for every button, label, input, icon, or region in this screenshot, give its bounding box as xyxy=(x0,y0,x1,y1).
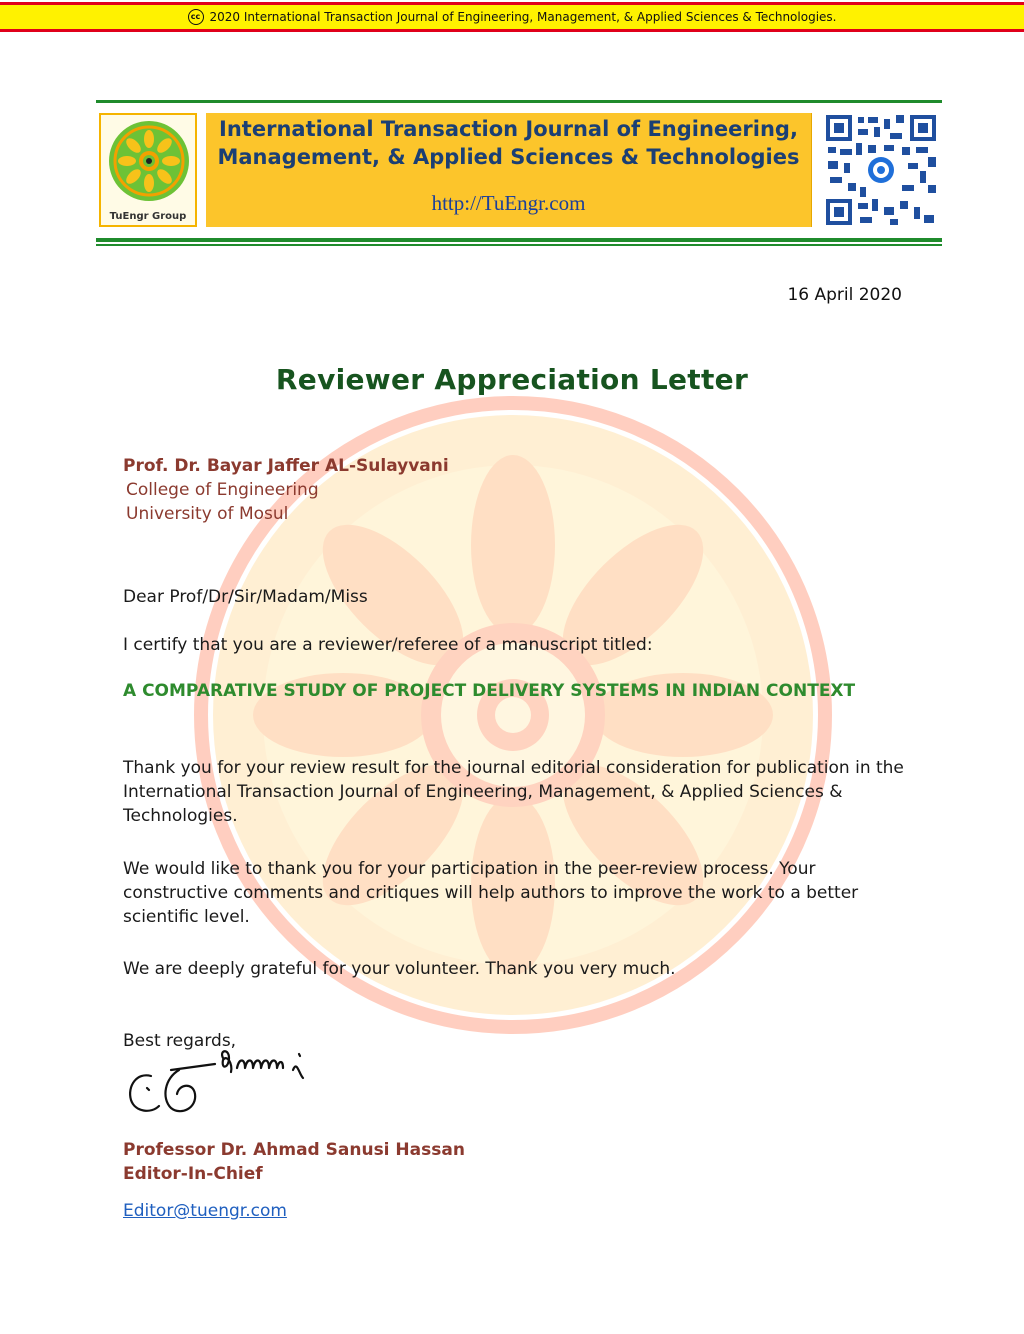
recipient-name: Prof. Dr. Bayar Jaffer AL-Sulayvani xyxy=(123,456,449,476)
closing: Best regards, xyxy=(123,1031,237,1051)
journal-title-line2: Management, & Applied Sciences & Technologies xyxy=(217,145,800,169)
letter-date: 16 April 2020 xyxy=(787,285,902,305)
signer-role: Editor-In-Chief xyxy=(123,1164,263,1184)
creative-commons-icon: cc xyxy=(188,9,204,25)
recipient-department: College of Engineering xyxy=(126,480,319,500)
journal-header xyxy=(96,100,942,248)
certify-text: I certify that you are a reviewer/referee of a manuscript titled: xyxy=(123,635,653,655)
logo-caption: TuEngr Group xyxy=(109,211,187,222)
paragraph-thanks: Thank you for your review result for the journal editorial consideration for publication in the International Transaction Journal of Engineering, Management, & Applied Sciences & Technologies. xyxy=(123,758,904,826)
recipient-institution: University of Mosul xyxy=(126,504,289,524)
header-bottom-rule-thin xyxy=(96,244,942,246)
qr-code-icon xyxy=(824,113,938,227)
journal-title xyxy=(206,115,811,171)
journal-banner xyxy=(206,113,812,227)
tuengr-logo xyxy=(99,113,197,227)
journal-url-link[interactable]: http://TuEngr.com xyxy=(431,191,586,215)
editor-email-link[interactable]: Editor@tuengr.com xyxy=(123,1201,287,1221)
dharma-wheel-icon xyxy=(107,119,191,203)
salutation: Dear Prof/Dr/Sir/Madam/Miss xyxy=(123,587,368,607)
journal-title-line1: International Transaction Journal of Engineering, xyxy=(219,117,798,141)
paragraph-gratitude: We are deeply grateful for your volunteer. Thank you very much. xyxy=(123,959,676,979)
header-top-rule xyxy=(96,100,942,103)
letter-title: Reviewer Appreciation Letter xyxy=(275,363,749,396)
header-bottom-rule xyxy=(96,238,942,242)
signer-name: Professor Dr. Ahmad Sanusi Hassan xyxy=(123,1140,465,1160)
manuscript-title: A COMPARATIVE STUDY OF PROJECT DELIVERY SYSTEMS IN INDIAN CONTEXT xyxy=(123,681,856,701)
handwritten-signature xyxy=(123,1048,333,1128)
paragraph-peer-review: We would like to thank you for your participation in the peer-review process. Your constructive comments and critiques will help authors to improve the work to a better scientific level. xyxy=(123,859,859,927)
copyright-bar xyxy=(0,2,1024,32)
copyright-text: 2020 International Transaction Journal of Engineering, Management, & Applied Sciences & Technologies. xyxy=(209,10,837,24)
